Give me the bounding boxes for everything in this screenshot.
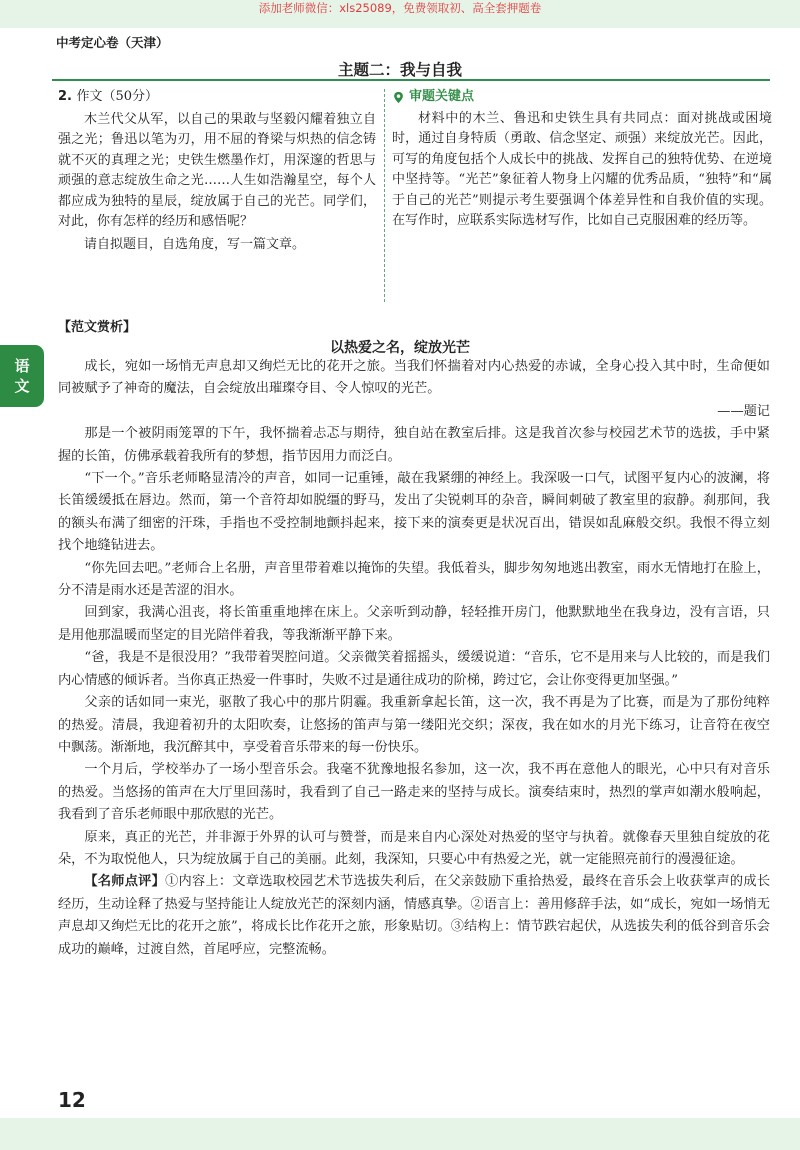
essay-paragraph: 一个月后，学校举办了一场小型音乐会。我毫不犹豫地报名参加，这一次，我不再在意他人的眼光，心中只有对音乐的热爱。当悠扬的笛声在大厅里回荡时，我看到了自己一路走来的坚持与成长。演奏结束时，热烈的掌声如潮水般响起，我看到了音乐老师眼中那欣慰的光芒。 — [58, 762, 770, 823]
comment-text: ①内容上：文章选取校园艺术节选拔失利后，在父亲鼓励下重拾热爱，最终在音乐会上收获掌声的成长经历，生动诠释了热爱与坚持能让人绽放光芒的深刻内涵，情感真挚。②语言上：善用修辞手法，如“成长，宛如一场悄无声息却又绚烂无比的花开之旅”，将成长比作花开之旅，形象贴切。③结构上：情节跌宕起伏，从选拔失利的低谷到音乐会成功的巅峰，过渡自然，首尾呼应，完整流畅。 — [58, 874, 771, 957]
essay-paragraph: 父亲的话如同一束光，驱散了我心中的那片阴霾。我重新拿起长笛，这一次，我不再是为了比赛，而是为了那份纯粹的热爱。清晨，我迎着初升的太阳吹奏，让悠扬的笛声与第一缕阳光交织；深夜，我在如水的月光下练习，让音符在夜空中飘荡。渐渐地，我沉醉其中，享受着音乐带来的每一份快乐。 — [58, 695, 770, 755]
essay-epigraph: 成长，宛如一场悄无声息却又绚烂无比的花开之旅。当我们怀揣着对内心热爱的赤诚，全身心投入其中时，生命便如同被赋予了神奇的魔法，自会绽放出璀璨夺目、令人惊叹的光芒。 — [58, 359, 770, 397]
essay-paragraph: 原来，真正的光芒，并非源于外界的认可与赞誉，而是来自内心深处对热爱的坚守与执着。就像春天里独自绽放的花朵，不为取悦他人，只为绽放属于自己的美丽。此刻，我深知，只要心中有热爱之光，就一定能照亮前行的漫漫征途。 — [58, 829, 770, 867]
question-paragraph: 请自拟题目，自选角度，写一篇文章。 — [84, 236, 306, 252]
subject-tab-char: 语 — [14, 357, 30, 375]
question-label: 作文（50分） — [76, 89, 159, 104]
essay-paragraph: “你先回去吧。”老师合上名册，声音里带着难以掩饰的失望。我低着头，脚步匆匆地逃出教室，雨水无情地打在脸上，分不清是雨水还是苦涩的泪水。 — [58, 560, 770, 599]
guide-text: 材料中的木兰、鲁迅和史铁生具有共同点：面对挑战或困境时，通过自身特质（勇敢、信念坚定、顽强）来绽放光芒。因此，可写的角度包括个人成长中的挑战、发挥自己的独特优势、在逆境中坚持等。“光芒”象征着人物身上闪耀的优秀品质，“独特”和“属于自己的光芒”则提示考生要强调个体差异性和自我价值的实现。在写作时，应联系实际选材写作，比如自己克服困难的经历等。 — [392, 110, 772, 228]
epigraph-label: ——题记 — [717, 403, 770, 419]
bottom-margin — [0, 1118, 800, 1150]
comment-tag: 【名师点评】 — [84, 874, 166, 890]
guide-block — [392, 87, 772, 232]
question-title — [58, 87, 376, 108]
guide-heading-text: 审题关键点 — [409, 89, 475, 104]
guide-heading — [392, 87, 772, 108]
essay-body — [58, 356, 770, 961]
essay-title: 以热爱之名，绽放光芒 — [330, 340, 470, 356]
question-paragraph: 木兰代父从军，以自己的果敢与坚毅闪耀着独立自强之光；鲁迅以笔为刃，用不屈的脊梁与炽热的信念铸就不灭的真理之光；史铁生燃墨作灯，用深邃的哲思与顽强的意志绽放生命之光……人生如浩瀚星空，每个人都应成为独特的星辰，绽放属于自己的光芒。同学们，对此，你有怎样的经历和感悟呢？ — [58, 111, 376, 229]
column-divider — [384, 89, 385, 302]
teacher-comment — [58, 871, 770, 961]
essay-paragraph: “下一个。”音乐老师略显清冷的声音，如同一记重锤，敲在我紧绷的神经上。我深吸一口气，试图平复内心的波澜，将长笛缓缓抵在唇边。然而，第一个音符却如脱缰的野马，发出了尖锐刺耳的杂音，瞬间刺破了教室里的寂静。刹那间，我的额头布满了细密的汗珠，手指也不受控制地颤抖起来，接下来的演奏更是状况百出，错误如乱麻般交织。我恨不得立刻找个地缝钻进去。 — [58, 471, 770, 554]
subject-tab-char: 文 — [14, 377, 30, 395]
location-pin-icon — [392, 91, 405, 104]
essay-paragraph: “爸，我是不是很没用？”我带着哭腔问道。父亲微笑着摇摇头，缓缓说道：“音乐，它不是用来与人比较的，而是我们内心情感的倾诉者。当你真正热爱一件事时，失败不过是通往成功的阶梯，跨过它，会让你变得更加坚强。” — [58, 650, 770, 688]
page-number: 12 — [58, 1088, 86, 1112]
question-number: 2. — [58, 89, 72, 104]
essay-paragraph: 那是一个被阴雨笼罩的下午，我怀揣着忐忑与期待，独自站在教室后排。这是我首次参与校园艺术节的选拔，手中紧握的长笛，仿佛承载着我所有的梦想，指节因用力而泛白。 — [58, 426, 770, 464]
section-label: 【范文赏析】 — [58, 320, 137, 335]
title-rule — [52, 79, 770, 81]
theme-title: 主题二：我与自我 — [337, 61, 462, 79]
essay-paragraph: 回到家，我满心沮丧，将长笛重重地摔在床上。父亲听到动静，轻轻推开房门，他默默地坐在我身边，没有言语，只是用他那温暖而坚定的目光陪伴着我，等我渐渐平静下来。 — [58, 605, 770, 643]
question-block — [58, 87, 376, 255]
running-header: 中考定心卷（天津） — [56, 35, 169, 50]
watermark: 添加老师微信：xls25089，免费领取初、高全套押题卷 — [258, 1, 542, 15]
